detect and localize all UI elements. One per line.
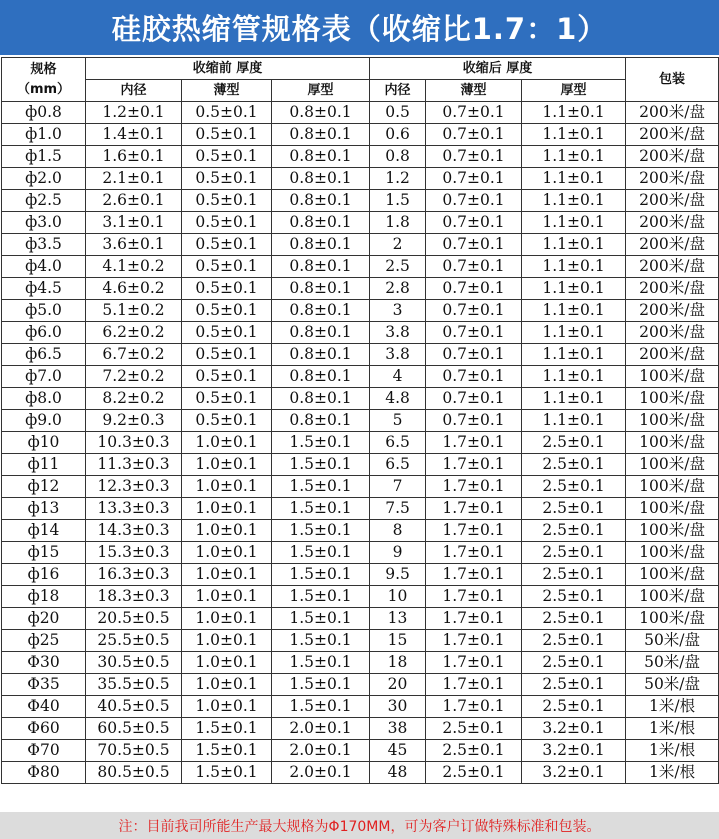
after-thick-cell: 3.2±0.1 xyxy=(522,740,626,762)
package-cell: 1米/根 xyxy=(626,696,719,718)
table-row xyxy=(2,300,719,322)
after-thin-cell: 0.7±0.1 xyxy=(426,146,522,168)
before-thin-cell: 0.5±0.1 xyxy=(182,212,272,234)
after-inner-diameter-cell: 9 xyxy=(370,542,426,564)
package-cell: 1米/根 xyxy=(626,718,719,740)
header-row-sub xyxy=(2,80,719,102)
after-thick-cell: 2.5±0.1 xyxy=(522,454,626,476)
after-thick-cell: 1.1±0.1 xyxy=(522,190,626,212)
before-thick-cell: 2.0±0.1 xyxy=(272,718,370,740)
before-inner-diameter-cell: 25.5±0.5 xyxy=(86,630,182,652)
package-cell: 200米/盘 xyxy=(626,234,719,256)
after-inner-diameter-cell: 10 xyxy=(370,586,426,608)
before-inner-diameter-cell: 1.6±0.1 xyxy=(86,146,182,168)
before-inner-diameter-header: 内径 xyxy=(86,80,182,102)
after-thin-cell: 1.7±0.1 xyxy=(426,674,522,696)
before-thin-cell: 1.0±0.1 xyxy=(182,520,272,542)
after-thin-cell: 0.7±0.1 xyxy=(426,102,522,124)
before-thin-cell: 1.0±0.1 xyxy=(182,652,272,674)
before-inner-diameter-cell: 2.1±0.1 xyxy=(86,168,182,190)
before-thin-cell: 1.0±0.1 xyxy=(182,432,272,454)
spec-cell: ф5.0 xyxy=(2,300,86,322)
after-thick-cell: 2.5±0.1 xyxy=(522,498,626,520)
before-thick-cell: 1.5±0.1 xyxy=(272,608,370,630)
after-inner-diameter-cell: 6.5 xyxy=(370,454,426,476)
table-row xyxy=(2,542,719,564)
table-header xyxy=(2,58,719,102)
spec-cell: ф0.8 xyxy=(2,102,86,124)
spec-cell: ф4.5 xyxy=(2,278,86,300)
table-row xyxy=(2,388,719,410)
after-thick-cell: 1.1±0.1 xyxy=(522,300,626,322)
before-thick-cell: 1.5±0.1 xyxy=(272,476,370,498)
before-thick-cell: 1.5±0.1 xyxy=(272,630,370,652)
spec-cell: ф10 xyxy=(2,432,86,454)
package-cell: 200米/盘 xyxy=(626,322,719,344)
table-row xyxy=(2,586,719,608)
table-row xyxy=(2,146,719,168)
before-inner-diameter-cell: 3.1±0.1 xyxy=(86,212,182,234)
table-row xyxy=(2,124,719,146)
table-row xyxy=(2,234,719,256)
after-thick-cell: 2.5±0.1 xyxy=(522,652,626,674)
after-thick-cell: 3.2±0.1 xyxy=(522,718,626,740)
after-thin-cell: 1.7±0.1 xyxy=(426,476,522,498)
after-thick-cell: 1.1±0.1 xyxy=(522,234,626,256)
after-inner-diameter-cell: 9.5 xyxy=(370,564,426,586)
after-thick-header: 厚型 xyxy=(522,80,626,102)
before-thin-cell: 1.0±0.1 xyxy=(182,674,272,696)
before-inner-diameter-cell: 5.1±0.2 xyxy=(86,300,182,322)
after-thin-cell: 1.7±0.1 xyxy=(426,696,522,718)
after-inner-diameter-cell: 0.8 xyxy=(370,146,426,168)
before-inner-diameter-cell: 1.4±0.1 xyxy=(86,124,182,146)
after-inner-diameter-cell: 3.8 xyxy=(370,322,426,344)
after-thick-cell: 1.1±0.1 xyxy=(522,168,626,190)
after-thin-cell: 0.7±0.1 xyxy=(426,234,522,256)
before-thick-cell: 0.8±0.1 xyxy=(272,388,370,410)
spec-header-line1: 规格 xyxy=(30,61,57,77)
before-thin-cell: 0.5±0.1 xyxy=(182,146,272,168)
spec-cell: ф12 xyxy=(2,476,86,498)
table-row xyxy=(2,344,719,366)
table-body xyxy=(2,102,719,784)
before-thin-cell: 1.0±0.1 xyxy=(182,608,272,630)
before-thick-cell: 0.8±0.1 xyxy=(272,168,370,190)
after-thin-cell: 0.7±0.1 xyxy=(426,388,522,410)
package-cell: 100米/盘 xyxy=(626,608,719,630)
after-thin-cell: 1.7±0.1 xyxy=(426,542,522,564)
table-row xyxy=(2,366,719,388)
after-thin-cell: 1.7±0.1 xyxy=(426,454,522,476)
package-cell: 100米/盘 xyxy=(626,454,719,476)
after-thick-cell: 1.1±0.1 xyxy=(522,146,626,168)
before-thick-cell: 1.5±0.1 xyxy=(272,674,370,696)
header-row-top xyxy=(2,58,719,80)
table-row xyxy=(2,696,719,718)
after-inner-diameter-cell: 2.8 xyxy=(370,278,426,300)
before-thin-cell: 0.5±0.1 xyxy=(182,344,272,366)
table-row xyxy=(2,278,719,300)
before-inner-diameter-cell: 11.3±0.3 xyxy=(86,454,182,476)
before-thick-cell: 2.0±0.1 xyxy=(272,762,370,784)
spec-cell: ф13 xyxy=(2,498,86,520)
package-cell: 50米/盘 xyxy=(626,652,719,674)
before-thin-cell: 0.5±0.1 xyxy=(182,388,272,410)
after-thick-cell: 2.5±0.1 xyxy=(522,520,626,542)
table-row xyxy=(2,718,719,740)
after-thin-cell: 0.7±0.1 xyxy=(426,322,522,344)
table-row xyxy=(2,476,719,498)
table-row xyxy=(2,564,719,586)
package-cell: 200米/盘 xyxy=(626,300,719,322)
before-thin-cell: 0.5±0.1 xyxy=(182,168,272,190)
after-thick-cell: 1.1±0.1 xyxy=(522,322,626,344)
before-inner-diameter-cell: 6.7±0.2 xyxy=(86,344,182,366)
package-cell: 200米/盘 xyxy=(626,168,719,190)
after-thin-cell: 0.7±0.1 xyxy=(426,410,522,432)
before-thick-cell: 0.8±0.1 xyxy=(272,300,370,322)
before-thick-cell: 0.8±0.1 xyxy=(272,322,370,344)
package-cell: 200米/盘 xyxy=(626,344,719,366)
after-inner-diameter-cell: 2.5 xyxy=(370,256,426,278)
before-thin-cell: 1.0±0.1 xyxy=(182,542,272,564)
after-thin-cell: 0.7±0.1 xyxy=(426,278,522,300)
spec-cell: ф2.0 xyxy=(2,168,86,190)
after-inner-diameter-cell: 7 xyxy=(370,476,426,498)
before-thin-cell: 1.0±0.1 xyxy=(182,630,272,652)
spec-cell: ф1.5 xyxy=(2,146,86,168)
spec-cell: ф20 xyxy=(2,608,86,630)
package-cell: 200米/盘 xyxy=(626,124,719,146)
after-inner-diameter-cell: 6.5 xyxy=(370,432,426,454)
after-inner-diameter-cell: 0.5 xyxy=(370,102,426,124)
package-cell: 100米/盘 xyxy=(626,498,719,520)
package-cell: 200米/盘 xyxy=(626,190,719,212)
spec-table xyxy=(1,57,719,784)
before-thick-cell: 1.5±0.1 xyxy=(272,652,370,674)
table-row xyxy=(2,520,719,542)
package-cell: 100米/盘 xyxy=(626,410,719,432)
page-title: 硅胶热缩管规格表（收缩比1.7：1） xyxy=(0,0,719,55)
after-inner-diameter-cell: 38 xyxy=(370,718,426,740)
after-inner-diameter-cell: 2 xyxy=(370,234,426,256)
table-row xyxy=(2,168,719,190)
after-inner-diameter-cell: 5 xyxy=(370,410,426,432)
after-thin-cell: 0.7±0.1 xyxy=(426,190,522,212)
package-cell: 100米/盘 xyxy=(626,520,719,542)
before-thick-cell: 1.5±0.1 xyxy=(272,454,370,476)
spec-cell: Φ30 xyxy=(2,652,86,674)
before-inner-diameter-cell: 14.3±0.3 xyxy=(86,520,182,542)
footer-note: 注：目前我司所能生产最大规格为Φ170MM，可为客户订做特殊标准和包装。 xyxy=(0,812,719,839)
spec-cell: Φ40 xyxy=(2,696,86,718)
before-thin-cell: 1.0±0.1 xyxy=(182,696,272,718)
package-cell: 200米/盘 xyxy=(626,278,719,300)
table-row xyxy=(2,212,719,234)
after-thin-cell: 1.7±0.1 xyxy=(426,564,522,586)
package-cell: 100米/盘 xyxy=(626,564,719,586)
spec-cell: ф15 xyxy=(2,542,86,564)
before-inner-diameter-cell: 18.3±0.3 xyxy=(86,586,182,608)
package-cell: 100米/盘 xyxy=(626,586,719,608)
spec-header xyxy=(2,58,86,102)
after-thick-cell: 2.5±0.1 xyxy=(522,608,626,630)
before-thin-cell: 0.5±0.1 xyxy=(182,102,272,124)
after-thin-cell: 1.7±0.1 xyxy=(426,630,522,652)
before-thick-cell: 0.8±0.1 xyxy=(272,410,370,432)
before-thin-cell: 0.5±0.1 xyxy=(182,234,272,256)
after-thick-cell: 1.1±0.1 xyxy=(522,256,626,278)
spec-cell: ф6.5 xyxy=(2,344,86,366)
spec-cell: ф16 xyxy=(2,564,86,586)
before-thick-cell: 0.8±0.1 xyxy=(272,190,370,212)
package-cell: 1米/根 xyxy=(626,740,719,762)
after-inner-diameter-cell: 30 xyxy=(370,696,426,718)
spec-cell: Φ70 xyxy=(2,740,86,762)
before-thick-cell: 1.5±0.1 xyxy=(272,432,370,454)
spec-cell: Φ60 xyxy=(2,718,86,740)
after-thin-cell: 0.7±0.1 xyxy=(426,168,522,190)
after-thin-cell: 1.7±0.1 xyxy=(426,432,522,454)
after-thin-cell: 0.7±0.1 xyxy=(426,300,522,322)
after-thin-cell: 2.5±0.1 xyxy=(426,740,522,762)
after-thin-cell: 1.7±0.1 xyxy=(426,652,522,674)
table-row xyxy=(2,674,719,696)
spec-cell: ф9.0 xyxy=(2,410,86,432)
package-cell: 100米/盘 xyxy=(626,388,719,410)
before-inner-diameter-cell: 3.6±0.1 xyxy=(86,234,182,256)
before-thin-cell: 1.0±0.1 xyxy=(182,476,272,498)
package-cell: 1米/根 xyxy=(626,762,719,784)
before-thick-cell: 1.5±0.1 xyxy=(272,586,370,608)
package-cell: 200米/盘 xyxy=(626,146,719,168)
after-thick-cell: 1.1±0.1 xyxy=(522,410,626,432)
before-inner-diameter-cell: 35.5±0.5 xyxy=(86,674,182,696)
before-thin-cell: 1.0±0.1 xyxy=(182,498,272,520)
after-thick-cell: 2.5±0.1 xyxy=(522,476,626,498)
before-inner-diameter-cell: 60.5±0.5 xyxy=(86,718,182,740)
table-row xyxy=(2,432,719,454)
after-inner-diameter-cell: 8 xyxy=(370,520,426,542)
after-inner-diameter-cell: 3.8 xyxy=(370,344,426,366)
after-thin-cell: 1.7±0.1 xyxy=(426,586,522,608)
after-thick-cell: 1.1±0.1 xyxy=(522,124,626,146)
before-thick-cell: 1.5±0.1 xyxy=(272,520,370,542)
package-cell: 50米/盘 xyxy=(626,674,719,696)
before-shrink-header: 收缩前 厚度 xyxy=(86,58,370,80)
after-thick-cell: 1.1±0.1 xyxy=(522,366,626,388)
table-row xyxy=(2,740,719,762)
after-thick-cell: 1.1±0.1 xyxy=(522,102,626,124)
before-thick-cell: 1.5±0.1 xyxy=(272,564,370,586)
after-thin-header: 薄型 xyxy=(426,80,522,102)
after-thick-cell: 2.5±0.1 xyxy=(522,630,626,652)
after-thick-cell: 2.5±0.1 xyxy=(522,564,626,586)
package-cell: 100米/盘 xyxy=(626,476,719,498)
after-thick-cell: 3.2±0.1 xyxy=(522,762,626,784)
before-thick-cell: 0.8±0.1 xyxy=(272,278,370,300)
after-thin-cell: 0.7±0.1 xyxy=(426,212,522,234)
table-row xyxy=(2,608,719,630)
spec-cell: ф4.0 xyxy=(2,256,86,278)
after-thin-cell: 0.7±0.1 xyxy=(426,124,522,146)
after-thick-cell: 1.1±0.1 xyxy=(522,388,626,410)
before-thick-cell: 1.5±0.1 xyxy=(272,542,370,564)
before-thick-cell: 1.5±0.1 xyxy=(272,498,370,520)
table-row xyxy=(2,498,719,520)
before-thin-cell: 0.5±0.1 xyxy=(182,300,272,322)
after-thick-cell: 1.1±0.1 xyxy=(522,344,626,366)
after-thin-cell: 0.7±0.1 xyxy=(426,344,522,366)
spec-cell: Φ35 xyxy=(2,674,86,696)
after-inner-diameter-cell: 1.5 xyxy=(370,190,426,212)
after-inner-diameter-cell: 3 xyxy=(370,300,426,322)
package-cell: 200米/盘 xyxy=(626,212,719,234)
after-inner-diameter-cell: 1.2 xyxy=(370,168,426,190)
spec-cell: ф8.0 xyxy=(2,388,86,410)
package-cell: 100米/盘 xyxy=(626,366,719,388)
after-thin-cell: 0.7±0.1 xyxy=(426,366,522,388)
before-thick-cell: 0.8±0.1 xyxy=(272,256,370,278)
table-row xyxy=(2,322,719,344)
before-thin-cell: 0.5±0.1 xyxy=(182,256,272,278)
spec-cell: ф14 xyxy=(2,520,86,542)
before-thick-cell: 0.8±0.1 xyxy=(272,212,370,234)
before-inner-diameter-cell: 40.5±0.5 xyxy=(86,696,182,718)
after-inner-diameter-cell: 20 xyxy=(370,674,426,696)
after-inner-diameter-cell: 0.6 xyxy=(370,124,426,146)
package-cell: 100米/盘 xyxy=(626,542,719,564)
package-cell: 100米/盘 xyxy=(626,432,719,454)
after-inner-diameter-cell: 15 xyxy=(370,630,426,652)
spec-cell: Φ80 xyxy=(2,762,86,784)
after-inner-diameter-cell: 7.5 xyxy=(370,498,426,520)
after-inner-diameter-cell: 13 xyxy=(370,608,426,630)
table-row xyxy=(2,410,719,432)
before-thin-header: 薄型 xyxy=(182,80,272,102)
after-thin-cell: 1.7±0.1 xyxy=(426,520,522,542)
after-thin-cell: 0.7±0.1 xyxy=(426,256,522,278)
before-thin-cell: 0.5±0.1 xyxy=(182,124,272,146)
before-inner-diameter-cell: 16.3±0.3 xyxy=(86,564,182,586)
table-row xyxy=(2,762,719,784)
before-thick-cell: 0.8±0.1 xyxy=(272,234,370,256)
after-shrink-header: 收缩后 厚度 xyxy=(370,58,626,80)
after-thin-cell: 2.5±0.1 xyxy=(426,762,522,784)
after-inner-diameter-cell: 48 xyxy=(370,762,426,784)
package-cell: 200米/盘 xyxy=(626,256,719,278)
before-inner-diameter-cell: 8.2±0.2 xyxy=(86,388,182,410)
package-cell: 50米/盘 xyxy=(626,630,719,652)
after-thick-cell: 1.1±0.1 xyxy=(522,212,626,234)
before-inner-diameter-cell: 12.3±0.3 xyxy=(86,476,182,498)
before-inner-diameter-cell: 4.1±0.2 xyxy=(86,256,182,278)
table-row xyxy=(2,190,719,212)
before-inner-diameter-cell: 30.5±0.5 xyxy=(86,652,182,674)
before-inner-diameter-cell: 80.5±0.5 xyxy=(86,762,182,784)
before-thin-cell: 1.5±0.1 xyxy=(182,740,272,762)
after-inner-diameter-cell: 4.8 xyxy=(370,388,426,410)
before-thick-cell: 0.8±0.1 xyxy=(272,366,370,388)
before-inner-diameter-cell: 1.2±0.1 xyxy=(86,102,182,124)
after-thick-cell: 2.5±0.1 xyxy=(522,586,626,608)
after-thick-cell: 2.5±0.1 xyxy=(522,674,626,696)
table-row xyxy=(2,454,719,476)
before-thin-cell: 1.5±0.1 xyxy=(182,718,272,740)
after-thick-cell: 2.5±0.1 xyxy=(522,432,626,454)
before-inner-diameter-cell: 6.2±0.2 xyxy=(86,322,182,344)
spec-cell: ф7.0 xyxy=(2,366,86,388)
before-thick-header: 厚型 xyxy=(272,80,370,102)
before-inner-diameter-cell: 15.3±0.3 xyxy=(86,542,182,564)
spec-cell: ф2.5 xyxy=(2,190,86,212)
table-row xyxy=(2,652,719,674)
spec-cell: ф25 xyxy=(2,630,86,652)
after-inner-diameter-cell: 1.8 xyxy=(370,212,426,234)
after-thick-cell: 2.5±0.1 xyxy=(522,542,626,564)
spec-header-line2: （mm） xyxy=(16,81,71,97)
before-thin-cell: 1.0±0.1 xyxy=(182,586,272,608)
before-thin-cell: 1.0±0.1 xyxy=(182,454,272,476)
after-thin-cell: 1.7±0.1 xyxy=(426,608,522,630)
before-thin-cell: 0.5±0.1 xyxy=(182,190,272,212)
before-inner-diameter-cell: 4.6±0.2 xyxy=(86,278,182,300)
table-row xyxy=(2,630,719,652)
before-thin-cell: 1.5±0.1 xyxy=(182,762,272,784)
before-thick-cell: 2.0±0.1 xyxy=(272,740,370,762)
before-inner-diameter-cell: 20.5±0.5 xyxy=(86,608,182,630)
after-thick-cell: 1.1±0.1 xyxy=(522,278,626,300)
before-thin-cell: 0.5±0.1 xyxy=(182,366,272,388)
after-thin-cell: 2.5±0.1 xyxy=(426,718,522,740)
before-thin-cell: 0.5±0.1 xyxy=(182,322,272,344)
before-inner-diameter-cell: 70.5±0.5 xyxy=(86,740,182,762)
spec-cell: ф3.5 xyxy=(2,234,86,256)
package-header: 包装 xyxy=(626,58,719,102)
before-thick-cell: 0.8±0.1 xyxy=(272,146,370,168)
after-inner-diameter-cell: 45 xyxy=(370,740,426,762)
package-cell: 200米/盘 xyxy=(626,102,719,124)
after-thick-cell: 2.5±0.1 xyxy=(522,696,626,718)
before-thin-cell: 1.0±0.1 xyxy=(182,564,272,586)
before-thick-cell: 0.8±0.1 xyxy=(272,124,370,146)
before-inner-diameter-cell: 7.2±0.2 xyxy=(86,366,182,388)
after-inner-diameter-header: 内径 xyxy=(370,80,426,102)
table-row xyxy=(2,102,719,124)
after-inner-diameter-cell: 18 xyxy=(370,652,426,674)
before-thick-cell: 0.8±0.1 xyxy=(272,102,370,124)
spec-cell: ф6.0 xyxy=(2,322,86,344)
spec-cell: ф3.0 xyxy=(2,212,86,234)
spec-cell: ф11 xyxy=(2,454,86,476)
before-inner-diameter-cell: 13.3±0.3 xyxy=(86,498,182,520)
before-thin-cell: 0.5±0.1 xyxy=(182,410,272,432)
spec-cell: ф1.0 xyxy=(2,124,86,146)
before-inner-diameter-cell: 2.6±0.1 xyxy=(86,190,182,212)
before-inner-diameter-cell: 9.2±0.3 xyxy=(86,410,182,432)
spec-cell: ф18 xyxy=(2,586,86,608)
before-thin-cell: 0.5±0.1 xyxy=(182,278,272,300)
after-thin-cell: 1.7±0.1 xyxy=(426,498,522,520)
before-thick-cell: 1.5±0.1 xyxy=(272,696,370,718)
before-inner-diameter-cell: 10.3±0.3 xyxy=(86,432,182,454)
after-inner-diameter-cell: 4 xyxy=(370,366,426,388)
before-thick-cell: 0.8±0.1 xyxy=(272,344,370,366)
table-row xyxy=(2,256,719,278)
